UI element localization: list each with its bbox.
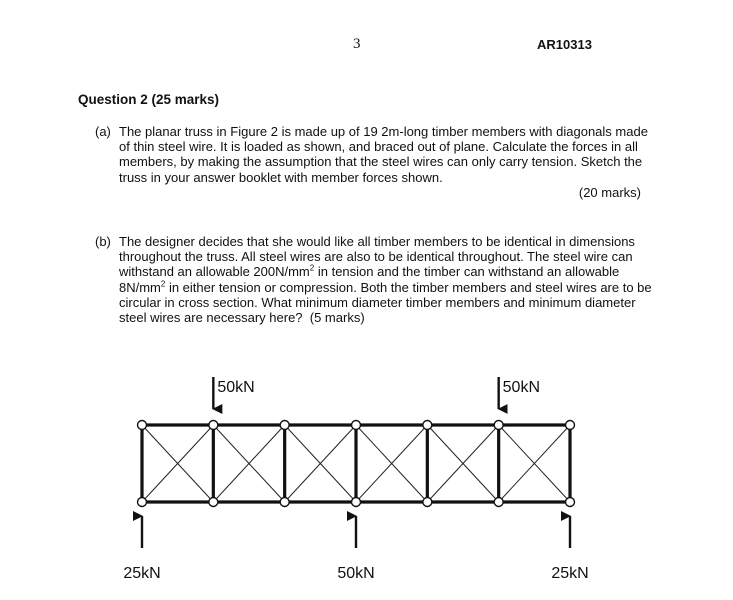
load-label: 50kN — [502, 379, 541, 396]
truss-joint — [138, 498, 147, 507]
part-b-sup-2: 2 — [160, 279, 166, 289]
reaction-label: 25kN — [123, 565, 161, 582]
document-code: AR10313 — [537, 37, 592, 52]
part-b-text-2: in tension and the timber can withstand an allowable 8N/mm — [119, 264, 620, 295]
truss-joint — [494, 421, 503, 430]
truss-joint — [352, 498, 361, 507]
truss-members — [142, 425, 570, 502]
part-a-label: (a) — [95, 124, 111, 139]
truss-joint — [494, 498, 503, 507]
part-a-marks: (20 marks) — [578, 184, 641, 200]
truss-joint — [423, 421, 432, 430]
truss-joint — [280, 498, 289, 507]
reaction-label: 25kN — [551, 565, 589, 582]
question-title: Question 2 (25 marks) — [78, 92, 220, 107]
part-b-label: (b) — [95, 234, 111, 249]
truss-joint — [352, 421, 361, 430]
load-label: 50kN — [217, 379, 255, 396]
part-b-text-3: in either tension or compression. Both the timber members and steel wires are to be circular in cross section. What minimum diameter timber members and minimum diameter steel wires are necessary here? — [119, 279, 652, 326]
part-b-sup-1: 2 — [309, 264, 315, 274]
part-b-text-1: The designer decides that she would like all timber members to be identical in dimensions throughout the truss. All steel wires are also to be identical throughout. The steel wire can withstand an allowable 200N/mm — [119, 234, 635, 280]
truss-joint — [566, 498, 575, 507]
reaction-label: 50kN — [337, 565, 375, 582]
part-b-marks: (5 marks) — [309, 310, 365, 326]
truss-joint — [280, 421, 289, 430]
part-a-text: The planar truss in Figure 2 is made up of 19 2m-long timber members with diagonals made of thin steel wire. It is loaded as shown, and braced out of plane. Calculate the forces in all members, by making the assumption that the steel wires can only carry tension. Sketch the truss in your answer booklet with member forces shown. — [119, 124, 648, 185]
truss-joint — [209, 421, 218, 430]
truss-joint — [138, 421, 147, 430]
truss-joint — [423, 498, 432, 507]
truss-joint — [566, 421, 575, 430]
page-number: 3 — [353, 36, 361, 52]
truss-joint — [209, 498, 218, 507]
